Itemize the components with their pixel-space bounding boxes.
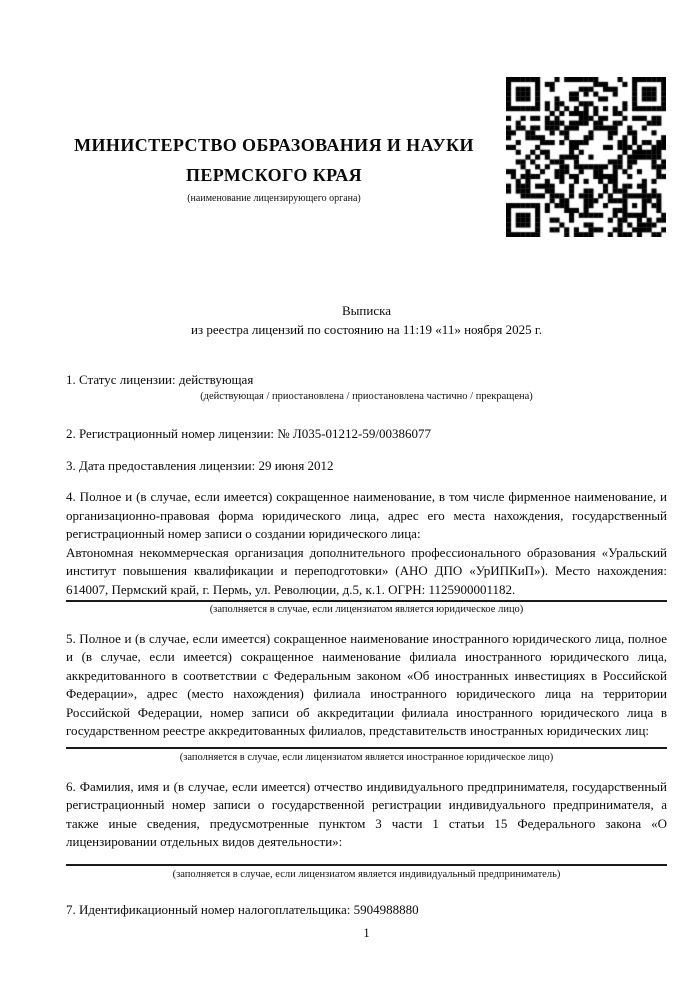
- document-title: [66, 302, 667, 339]
- page-number: 1: [363, 926, 370, 940]
- item-registration-number: [66, 425, 667, 444]
- license-status-options-caption: (действующая / приостановлена / приостановлена частично / прекращена): [200, 391, 533, 402]
- foreign-entity-description: 5. Полное и (в случае, если имеется) сокращенное наименование иностранного юридического лица, полное и (в случае, если имеется) сокращенное наименование филиала иностранного юридического лица, аккредитованного в соответствии с Федеральным законом «Об иностранных инвестициях в Российской Федерации», адрес (место нахождения) филиала иностранного юридического лица на территории Российской Федерации, номер записи об аккредитации филиала иностранного юридического лица в государственном реестре аккредитованных филиалов, представительств иностранных юридических лиц:: [66, 630, 667, 738]
- item-taxpayer-id: [66, 901, 667, 920]
- licensing-authority-caption: (наименование лицензирующего органа): [187, 193, 361, 204]
- taxpayer-id-text: 7. Идентификационный номер налогоплательщика: 5904988880: [66, 901, 419, 917]
- foreign-entity-caption: (заполняется в случае, если лицензиатом является иностранное юридическое лицо): [179, 751, 554, 763]
- registration-number-text: 2. Регистрационный номер лицензии: № Л035-01212-59/00386077: [66, 426, 432, 441]
- item-license-status: [66, 371, 667, 404]
- grant-date-text: 3. Дата предоставления лицензии: 29 июня 2012: [66, 457, 334, 473]
- item-individual-entrepreneur: [66, 778, 667, 882]
- ministry-name-line2: ПЕРМСКОГО КРАЯ: [185, 165, 363, 185]
- license-status-text: 1. Статус лицензии: действующая: [66, 372, 254, 387]
- individual-entrepreneur-blank-line: [66, 852, 667, 866]
- ministry-name-line1: МИНИСТЕРСТВО ОБРАЗОВАНИЯ И НАУКИ: [74, 135, 474, 155]
- legal-entity-description: 4. Полное и (в случае, если имеется) сокращенное наименование, в том числе фирменное наименование, и организационно-правовая форма юридического лица, адрес его места нахождения, государственный регистрационный номер записи о создании юридического лица:: [66, 489, 667, 541]
- title-line1: Выписка: [342, 303, 391, 318]
- item-legal-entity: [66, 488, 667, 617]
- legal-entity-caption: (заполняется в случае, если лицензиатом является юридическое лицо): [209, 603, 524, 615]
- legal-entity-value: Автономная некоммерческая организация дополнительного профессионального образования «Уральский институт повышения квалификации и переподготовки» (АНО ДПО «УрИПКиП»). Место нахождения: 614007, Пермский край, г. Пермь, ул. Революции, д.5, к.1. ОГРН: 1125900001182.: [66, 544, 667, 603]
- item-foreign-entity: [66, 630, 667, 765]
- item-grant-date: [66, 457, 667, 476]
- document-body: [66, 0, 667, 919]
- title-line2: из реестра лицензий по состоянию на 11:19 «11» ноября 2025 г.: [191, 321, 542, 337]
- individual-entrepreneur-caption: (заполняется в случае, если лицензиатом является индивидуальный предприниматель): [172, 868, 561, 880]
- foreign-entity-blank-line: [66, 741, 667, 749]
- individual-entrepreneur-description: 6. Фамилия, имя и (в случае, если имеется) отчество индивидуального предпринимателя, государственный регистрационный номер записи о государственной регистрации индивидуального предпринимателя, а также иные сведения, предусмотренные пунктом 3 части 1 статьи 15 Федерального закона «О лицензировании отдельных видов деятельности»:: [66, 778, 667, 849]
